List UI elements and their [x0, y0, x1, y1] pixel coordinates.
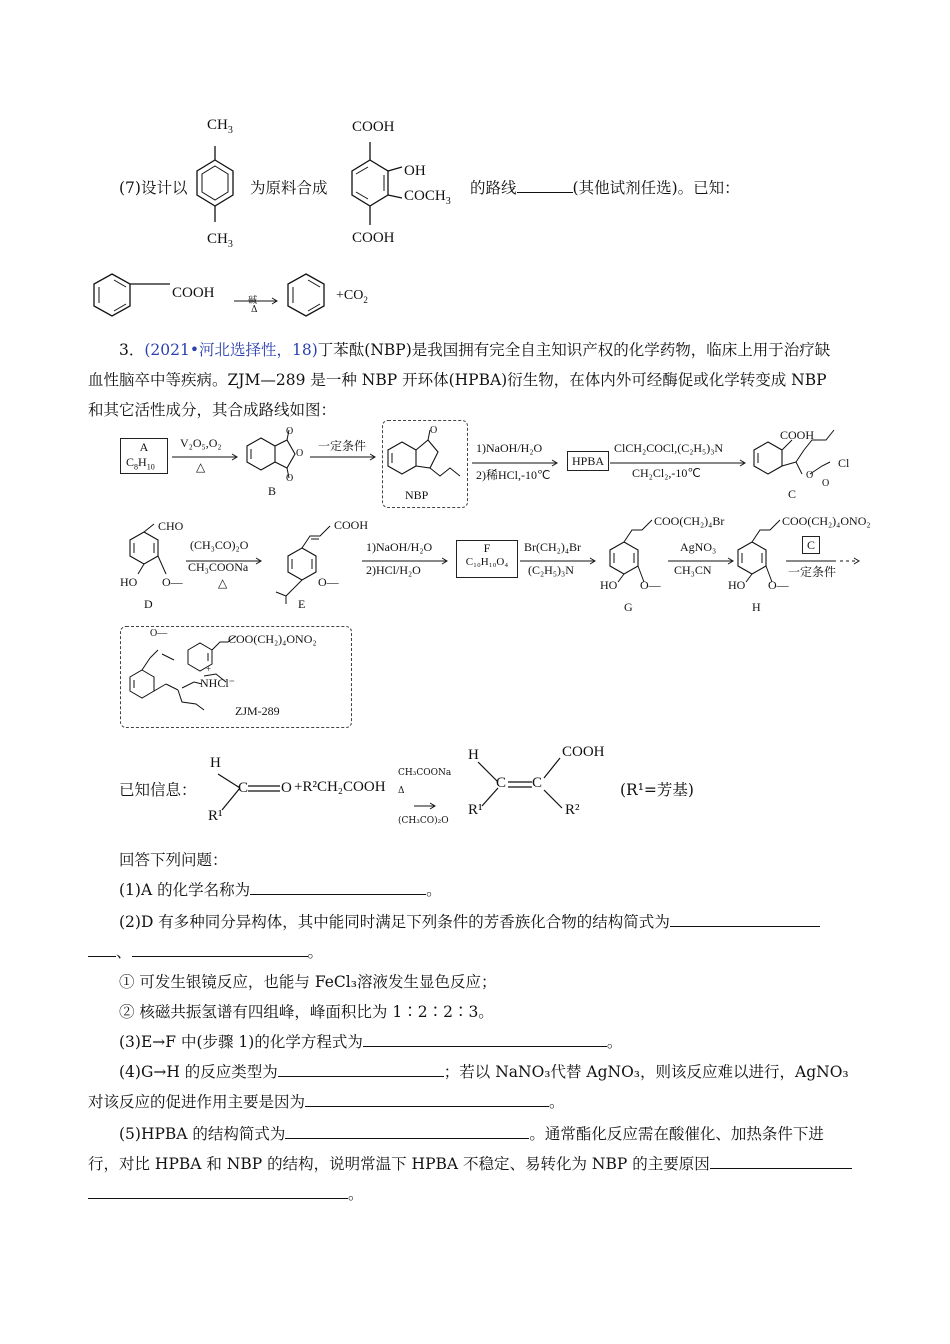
NBP-label: NBP [405, 488, 429, 502]
question-5-line2: 行，对比 HPBA 和 NBP 的结构，说明常温下 HPBA 不稳定、易转化为 NBP 的主要原因 [88, 1154, 852, 1174]
compound-E-label: E [298, 597, 306, 611]
product-R2: R² [565, 802, 580, 818]
known-cond-bot: Δ [251, 305, 258, 315]
known-reaction-arrow [412, 801, 442, 811]
E-methoxy: O— [318, 575, 339, 589]
ZJM-substituent: COO(CH₂)₄ONO₂ [228, 632, 317, 646]
question-5-line3: 。 [88, 1184, 364, 1204]
H-methoxy: O— [768, 578, 789, 592]
known-co2: $+CO_2$ [336, 288, 368, 305]
C-oxygen: O [806, 470, 814, 481]
cond-NBP-HPBA-top: 1)NaOH/H₂O [476, 441, 543, 455]
answer-blank-2a[interactable] [670, 912, 820, 927]
condition-2: ② 核磁共振氢谱有四组峰，峰面积比为 1∶2∶2∶3。 [119, 1003, 494, 1021]
question-3: (3)E→F 中(步骤 1)的化学方程式为 。 [119, 1033, 623, 1051]
cond-NBP-HPBA-bot: 2)稀HCl,-10℃ [476, 468, 551, 482]
NBP-structure [388, 424, 468, 489]
B-oxygen-bot: O [286, 473, 294, 484]
answer-blank-4a[interactable] [278, 1062, 444, 1077]
cond-D-E-mid: CH₃COONa [188, 560, 249, 574]
product-R1: R¹ [468, 802, 483, 818]
G-methoxy: O— [640, 578, 661, 592]
known-cooh: COOH [172, 285, 215, 301]
answer-blank-3[interactable] [363, 1032, 607, 1047]
ZJM-ammonium: NHCl⁻ [200, 676, 236, 690]
known-label: 已知信息： [119, 781, 197, 799]
ZJM-label: ZJM-289 [235, 704, 280, 718]
cond-F-G-top: Br(CH₂)₄Br [524, 540, 582, 554]
cond-G-H-top: AgNO₃ [680, 540, 717, 554]
xylene-bottom-methyl: $CH_3$ [207, 231, 233, 250]
cond-H-ZJM: 一定条件 [788, 565, 837, 579]
reagent-C-box: C [802, 536, 820, 554]
condition-1: ① 可发生银镜反应，也能与 FeCl₃溶液发生显色反应； [119, 973, 497, 991]
compound-A-box: A [120, 438, 168, 474]
known-note: (R¹=芳基) [620, 781, 694, 799]
product-COOH: COOH [562, 744, 605, 760]
benzoic-acid-structure [88, 268, 178, 328]
answer-blank-1[interactable] [250, 880, 426, 895]
aldehyde-C: C [238, 780, 249, 796]
known-cond-top: 碱 [248, 296, 258, 306]
q3-intro-line3: 和其它活性成分，其合成路线如图： [88, 401, 337, 419]
D-methoxy: O— [162, 575, 183, 589]
G-ho: HO [600, 578, 618, 592]
aldehyde-H: H [210, 755, 221, 771]
cond-A-B-top: V₂O₅,O₂ [180, 436, 222, 450]
E-cooh: COOH [334, 518, 369, 532]
compound-D-label: D [144, 597, 153, 611]
cond-B-NBP: 一定条件 [318, 439, 367, 453]
product-top-cooh: COOH [352, 119, 395, 135]
q7-mid: 为原料合成 [250, 179, 328, 197]
NBP-oxygen: O [430, 425, 438, 436]
ZJM-methoxy: O— [150, 628, 168, 639]
compound-H-label: H [752, 600, 761, 614]
question-4-line2: 对该反应的促进作用主要是因为 。 [88, 1093, 565, 1111]
compound-G-label: G [624, 600, 633, 614]
xylene-top-methyl: $CH_3$ [207, 117, 233, 136]
q3-source: (2021•河北选择性，18) [144, 341, 318, 359]
q3-intro-line2: 血性脑卒中等疾病。ZJM—289 是一种 NBP 开环体(HPBA)衍生物，在体内外可经酶促或化学转变成 NBP [88, 371, 827, 389]
compound-B-label: B [268, 484, 277, 498]
cond-A-B-bot: △ [196, 460, 206, 474]
q3-intro-line1: 3．(2021•河北选择性，18)丁苯酞(NBP)是我国拥有完全自主知识产权的化学药物，临床上用于治疗缺 [119, 341, 831, 359]
G-substituent: COO(CH₂)₄Br [654, 514, 725, 528]
question-5-line1: (5)HPBA 的结构简式为 。通常酯化反应需在酸催化、加热条件下进 [119, 1125, 824, 1143]
B-oxygen-top: O [286, 426, 294, 437]
C-cooh: COOH [780, 428, 815, 442]
H-ho: HO [728, 578, 746, 592]
aldehyde-O: O [281, 780, 292, 796]
cond-HPBA-C-top: ClCH₂COCl,(C₂H₅)₃N [614, 441, 724, 455]
compound-C-label: C [788, 487, 797, 501]
product-C2: C [532, 775, 543, 791]
C-cl: Cl [838, 456, 850, 470]
answer-blank-2b[interactable] [132, 942, 308, 957]
H-substituent: COO(CH₂)₄ONO₂ [782, 514, 871, 528]
cond-G-H-bot: CH₃CN [674, 563, 712, 577]
C-carbonyl-oxygen: O [822, 478, 830, 489]
product-oh: OH [404, 163, 426, 179]
cond-D-E-top: (CH₃CO)₂O [190, 538, 249, 552]
D-ho: HO [120, 575, 138, 589]
question-2-line1: (2)D 有多种同分异构体，其中能同时满足下列条件的芳香族化合物的结构简式为 [119, 912, 820, 932]
compound-A-formula: $C_8H_{10}$ [126, 455, 155, 472]
known-cond-top: CH₃COONa [398, 768, 452, 778]
question-4-line1: (4)G→H 的反应类型为 ；若以 NaNO₃代替 AgNO₃，则该反应难以进行，AgNO₃ [119, 1063, 849, 1081]
product-bottom-cooh: COOH [352, 230, 395, 246]
answer-blank-5c[interactable] [88, 1184, 348, 1199]
questions-header: 回答下列问题： [119, 851, 228, 869]
cond-D-E-bot: △ [218, 576, 228, 590]
known-cond-delta: Δ [398, 786, 405, 796]
question-1: (1)A 的化学名称为 。 [119, 881, 442, 899]
cond-E-F-top: 1)NaOH/H₂O [366, 540, 433, 554]
B-oxygen-ring: O [296, 448, 304, 459]
arrow-A-B [172, 452, 242, 462]
product-coch3: $COCH_3$ [404, 188, 451, 207]
HPBA-box: HPBA [567, 451, 609, 471]
aldehyde-R1: R¹ [208, 808, 223, 824]
known-reagent: +R²CH₂COOH [294, 779, 386, 795]
q7-suffix: 的路线 (其他试剂任选)。已知： [470, 179, 740, 197]
ZJM-plus: + [206, 664, 212, 674]
cond-HPBA-C-bot: CH₂Cl₂,-10℃ [632, 466, 701, 480]
question-2-line2: 、 。 [88, 942, 323, 962]
answer-blank-4b[interactable] [305, 1092, 549, 1107]
product-H: H [468, 747, 479, 763]
product-C1: C [496, 775, 507, 791]
benzene-structure [282, 268, 332, 328]
q7-prefix: (7)设计以 [119, 179, 188, 197]
D-cho: CHO [158, 519, 184, 533]
answer-blank-5a[interactable] [285, 1124, 529, 1139]
known-cond-bot: (CH₃CO)₂O [398, 816, 449, 826]
compound-F-box: F C₁₀H₁₀O₄ [456, 540, 518, 578]
cond-F-G-bot: (C₂H₅)₃N [528, 563, 574, 577]
answer-blank-5b[interactable] [710, 1154, 852, 1169]
cond-E-F-bot: 2)HCl/H₂O [366, 563, 421, 577]
